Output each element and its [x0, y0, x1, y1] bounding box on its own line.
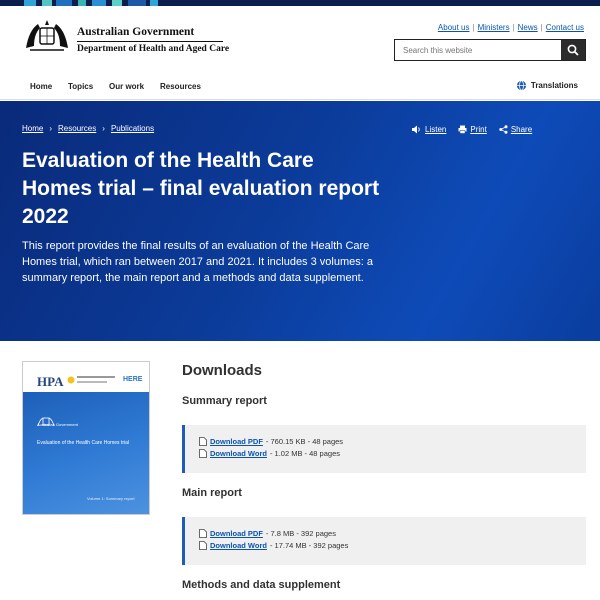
brand-divider	[77, 41, 223, 42]
download-row	[199, 449, 340, 458]
translations-button[interactable]	[516, 80, 578, 91]
speaker-icon	[412, 125, 422, 134]
cover-volume-label: Volume 1: Summary report	[87, 496, 135, 501]
download-row	[199, 529, 336, 538]
search-box	[394, 39, 586, 61]
site-header	[0, 6, 600, 72]
page-title: Evaluation of the Health Care Homes trial – final evaluation report 2022	[22, 149, 380, 228]
news-link[interactable]: News	[517, 23, 538, 32]
page-actions	[412, 125, 532, 134]
section-title-summary: Summary report	[182, 395, 267, 407]
downloads-heading: Downloads	[182, 362, 263, 379]
divider: |	[472, 23, 475, 32]
download-pdf-link[interactable]: Download PDF	[210, 529, 263, 538]
download-row	[199, 437, 343, 446]
breadcrumb-resources[interactable]: Resources	[58, 124, 97, 133]
download-word-link[interactable]: Download Word	[210, 449, 267, 458]
section-title-methods: Methods and data supplement	[182, 579, 341, 591]
breadcrumb-home[interactable]: Home	[22, 124, 44, 133]
divider: |	[512, 23, 515, 32]
cover-logo-text-line	[77, 381, 107, 383]
file-icon	[199, 449, 207, 458]
report-cover-thumbnail[interactable]	[22, 361, 150, 515]
download-pdf-link[interactable]: Download PDF	[210, 437, 263, 446]
file-meta: - 17.74 MB - 392 pages	[269, 541, 349, 550]
cover-gov-text: Australian Government	[37, 422, 78, 427]
globe-icon	[516, 80, 527, 91]
nav-topics[interactable]: Topics	[68, 82, 94, 91]
print-label: Print	[470, 125, 487, 134]
hero-banner	[0, 101, 600, 341]
printer-icon	[458, 125, 467, 134]
search-icon	[567, 44, 579, 56]
main-nav	[0, 72, 600, 100]
breadcrumb	[22, 124, 154, 133]
breadcrumb-publications[interactable]: Publications	[110, 124, 155, 133]
department-name: Department of Health and Aged Care	[77, 44, 230, 54]
listen-button[interactable]	[412, 125, 446, 134]
cover-title: Evaluation of the Health Care Homes trial	[37, 440, 129, 446]
search-button[interactable]	[561, 40, 585, 60]
ministers-link[interactable]: Ministers	[477, 23, 510, 32]
download-list-summary	[182, 425, 586, 473]
file-meta: - 7.8 MB - 392 pages	[265, 529, 336, 538]
file-icon	[199, 437, 207, 446]
gov-name: Australian Government	[77, 26, 195, 38]
share-icon	[499, 125, 508, 134]
about-us-link[interactable]: About us	[437, 23, 470, 32]
print-button[interactable]	[458, 125, 486, 134]
chevron-right-icon: ›	[49, 124, 53, 133]
nav-our-work[interactable]: Our work	[109, 82, 145, 91]
download-list-main	[182, 517, 586, 565]
contact-us-link[interactable]: Contact us	[545, 23, 584, 32]
file-meta: - 1.02 MB - 48 pages	[269, 449, 340, 458]
here-logo: HERE	[123, 376, 143, 383]
nav-resources[interactable]: Resources	[160, 82, 201, 91]
nav-home[interactable]: Home	[30, 82, 53, 91]
coat-of-arms-icon[interactable]	[22, 18, 72, 54]
listen-label: Listen	[425, 125, 447, 134]
translations-label: Translations	[530, 81, 578, 90]
file-icon	[199, 541, 207, 550]
share-button[interactable]	[499, 125, 532, 134]
share-label: Share	[510, 125, 533, 134]
divider: |	[540, 23, 543, 32]
hpa-logo: HPA	[37, 374, 64, 389]
download-row	[199, 541, 348, 550]
sun-logo-icon	[67, 376, 75, 384]
file-meta: - 760.15 KB - 48 pages	[265, 437, 344, 446]
download-word-link[interactable]: Download Word	[210, 541, 267, 550]
search-input[interactable]	[395, 40, 561, 60]
chevron-right-icon: ›	[102, 124, 105, 133]
utility-links	[438, 23, 584, 32]
file-icon	[199, 529, 207, 538]
page-description: This report provides the final results of an evaluation of the Health Care Homes trial, which ran between 2017 and 2021. It includes 3 volumes: a summary report, the main report and a methods and data supplement.	[22, 240, 373, 284]
cover-logo-text-line	[77, 376, 115, 378]
section-title-main: Main report	[182, 487, 242, 499]
